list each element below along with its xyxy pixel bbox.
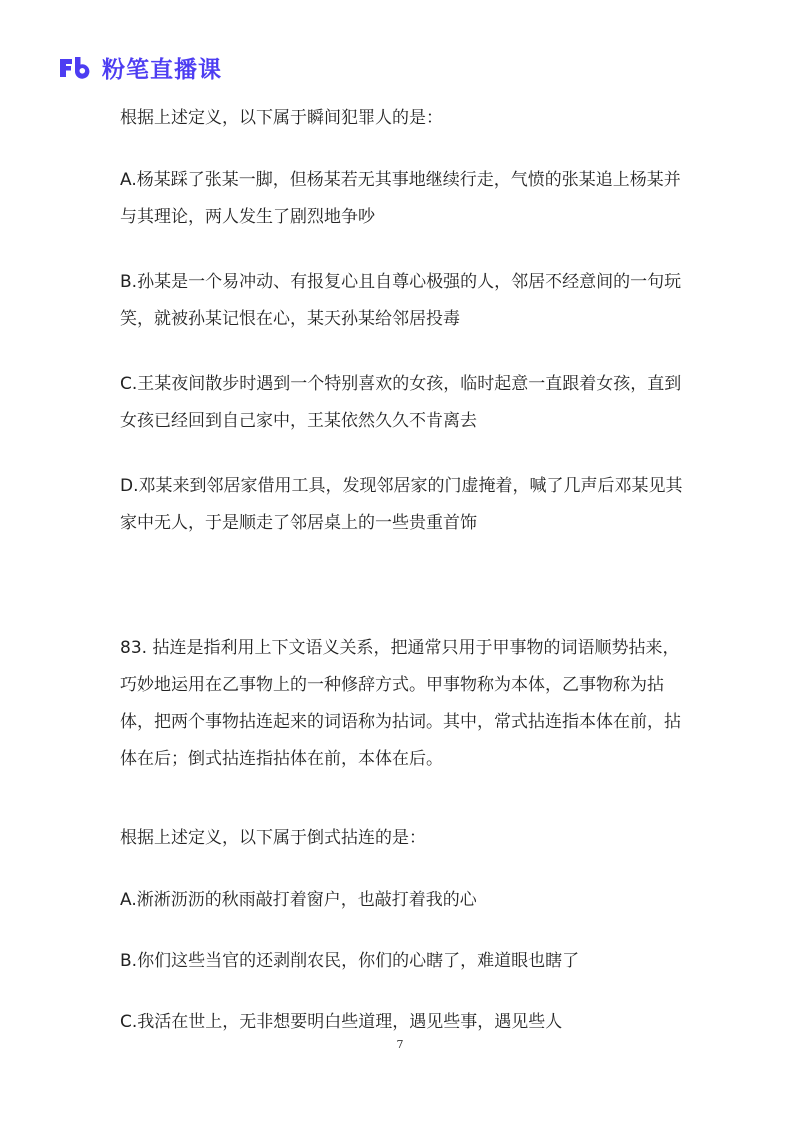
- q83-stem: 83. 拈连是指利用上下文语义关系，把通常只用于甲事物的词语顺势拈来，巧妙地运用在乙事物上的一种修辞方式。甲事物称为本体，乙事物称为拈体，把两个事物拈连起来的词语称为拈词。其中，常式拈连指本体在前，拈体在后；倒式拈连指拈体在前，本体在后。: [120, 638, 681, 769]
- page-number: 7: [396, 1038, 404, 1051]
- q83-option-c: C.我活在世上，无非想要明白些道理，遇见些事，遇见些人: [120, 1012, 563, 1032]
- brand-name: 粉笔直播课: [102, 56, 222, 83]
- q83-option-a: A.淅淅沥沥的秋雨敲打着窗户，也敲打着我的心: [120, 890, 477, 910]
- q82-option-c: C.王某夜间散步时遇到一个特别喜欢的女孩，临时起意一直跟着女孩，直到女孩已经回到自己家中，王某依然久久不肯离去: [120, 374, 682, 431]
- q83-option-b: B.你们这些当官的还剥削农民，你们的心瞎了，难道眼也瞎了: [120, 951, 580, 971]
- fenbi-logo-icon: [58, 55, 94, 79]
- header: [58, 52, 222, 82]
- q82-prompt: 根据上述定义，以下属于瞬间犯罪人的是：: [120, 108, 443, 128]
- q82-option-d: D.邓某来到邻居家借用工具，发现邻居家的门虚掩着，喊了几声后邓某见其家中无人，于是顺走了邻居桌上的一些贵重首饰: [120, 476, 683, 533]
- q82-option-b: B.孙某是一个易冲动、有报复心且自尊心极强的人，邻居不经意间的一句玩笑，就被孙某记恨在心，某天孙某给邻居投毒: [120, 272, 682, 329]
- q83-prompt: 根据上述定义，以下属于倒式拈连的是：: [120, 828, 426, 848]
- q82-option-a: A.杨某踩了张某一脚，但杨某若无其事地继续行走，气愤的张某追上杨某并与其理论，两人发生了剧烈地争吵: [120, 170, 681, 227]
